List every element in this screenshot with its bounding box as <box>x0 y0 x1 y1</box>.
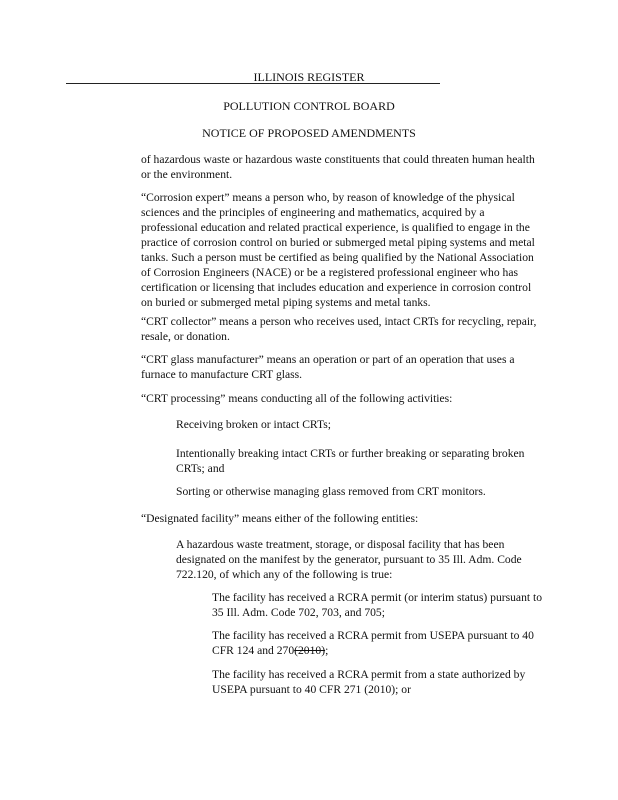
struck-text: (2010) <box>294 644 326 657</box>
facility-condition-item <box>212 628 542 658</box>
continuation-paragraph: of hazardous waste or hazardous waste constituents that could threaten human health or the environment. <box>141 153 535 181</box>
crt-processing-item: Receiving broken or intact CRTs; <box>176 418 331 431</box>
corrosion-expert-definition: “Corrosion expert” means a person who, by reason of knowledge of the physical sciences and the principles of engineering and mathematics, acquired by a professional education and related practical experience, is qualified to engage in the practice of corrosion control on buried or submerged metal piping systems and metal tanks. Such a person must be certified as being qualified by the National Association of Corrosion Engineers (NACE) or be a registered professional engineer who has certification or licensing that includes education and experience in corrosion control on buried or submerged metal piping systems and metal tanks. <box>141 191 535 309</box>
designated-facility-definition: “Designated facility” means either of the following entities: <box>141 512 419 525</box>
crt-processing-item: Sorting or otherwise managing glass removed from CRT monitors. <box>176 485 486 498</box>
crt-collector-definition: “CRT collector” means a person who receives used, intact CRTs for recycling, repair, resale, or donation. <box>141 315 537 343</box>
facility-condition-item: The facility has received a RCRA permit from a state authorized by USEPA pursuant to 40 CFR 271 (2010); or <box>212 668 526 696</box>
facility-item-text: The facility has received a RCRA permit from USEPA pursuant to 40 CFR 124 and 270 <box>212 629 534 657</box>
designated-facility-subparagraph: A hazardous waste treatment, storage, or disposal facility that has been designated on the manifest by the generator, pursuant to 35 Ill. Adm. Code 722.120, of which any of the following is true: <box>176 538 522 581</box>
crt-processing-definition: “CRT processing” means conducting all of the following activities: <box>141 392 453 405</box>
crt-processing-item: Intentionally breaking intact CRTs or further breaking or separating broken CRTs; and <box>176 447 525 475</box>
crt-glass-manufacturer-definition: “CRT glass manufacturer” means an operation or part of an operation that uses a furnace to manufacture CRT glass. <box>141 353 515 381</box>
notice-title: NOTICE OF PROPOSED AMENDMENTS <box>202 126 416 140</box>
facility-item-end: ; <box>325 644 329 657</box>
facility-condition-item: The facility has received a RCRA permit (or interim status) pursuant to 35 Ill. Adm. Code 702, 703, and 705; <box>212 591 543 619</box>
board-title: POLLUTION CONTROL BOARD <box>223 99 395 113</box>
register-title: ILLINOIS REGISTER <box>253 70 365 84</box>
